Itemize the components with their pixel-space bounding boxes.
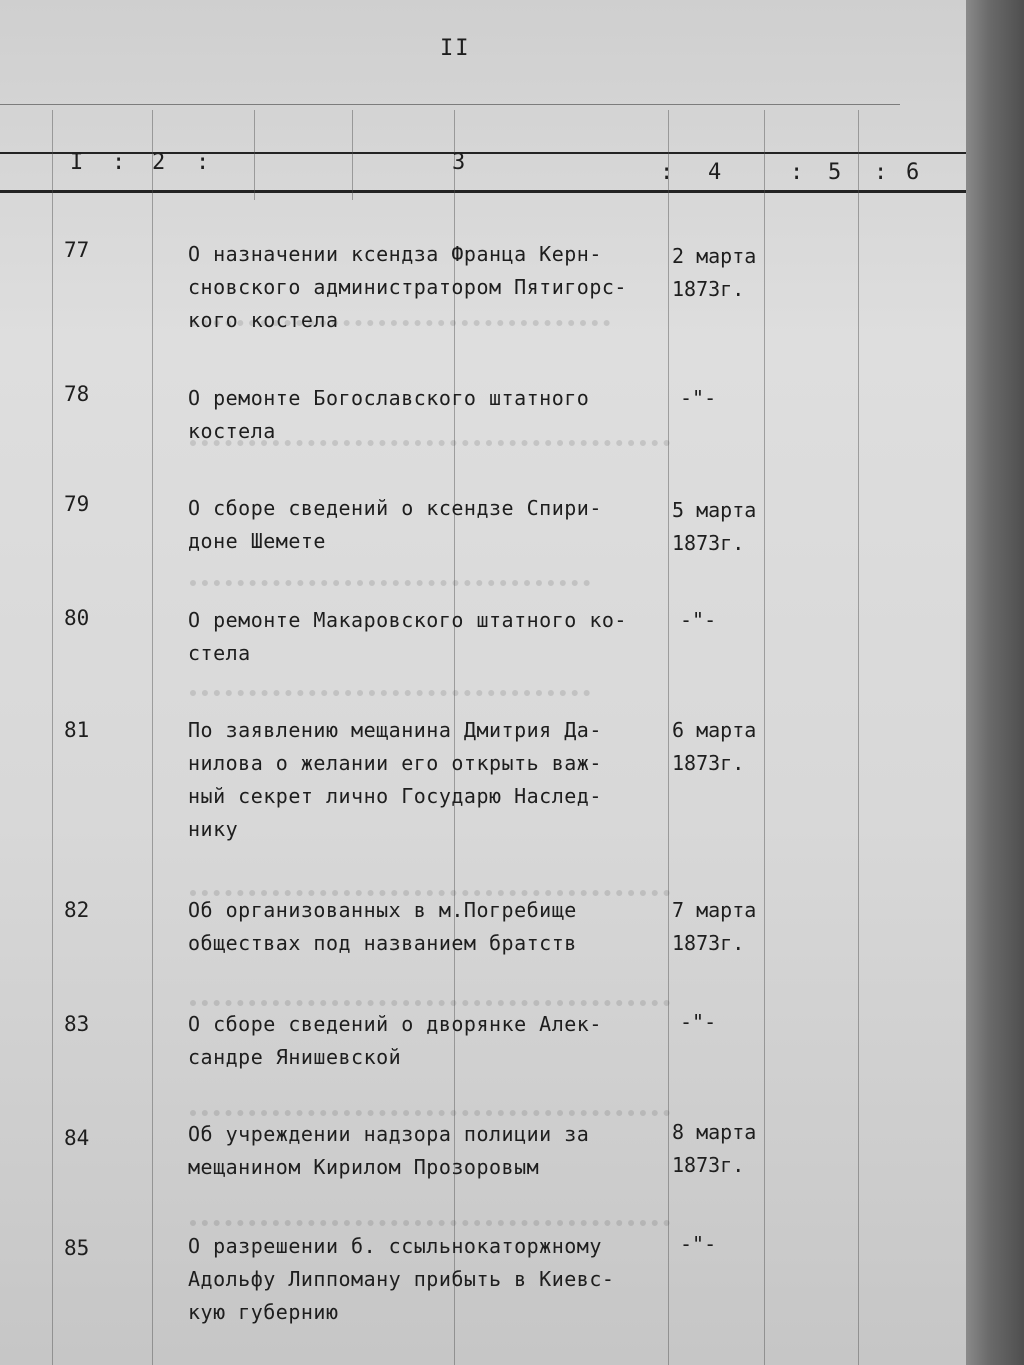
header-separator: : — [112, 150, 126, 175]
bleed-through — [190, 560, 590, 586]
column-divider — [254, 110, 255, 200]
header-separator: : — [660, 160, 674, 185]
bleed-through — [190, 1200, 670, 1226]
row-description: О ремонте Богославского штатного костела — [188, 386, 590, 443]
table-top-rule — [0, 104, 900, 105]
column-divider — [858, 110, 859, 1365]
page-number: II — [440, 36, 471, 61]
row-number: 78 — [64, 382, 90, 406]
header-col-5: 5 — [828, 160, 842, 185]
background-edge — [966, 0, 1024, 1365]
header-col-1: I — [70, 150, 84, 175]
header-separator: : — [196, 150, 210, 175]
row-number: 84 — [64, 1126, 90, 1150]
row-number: 85 — [64, 1236, 90, 1260]
header-rule — [0, 152, 966, 154]
row-description: О назначении ксендза Франца Керн- сновского администратором Пятигорс- кого костела — [188, 242, 627, 332]
row-number: 80 — [64, 606, 90, 630]
header-col-4: 4 — [708, 160, 722, 185]
header-col-2: 2 — [152, 150, 166, 175]
row-description: О ремонте Макаровского штатного ко- стела — [188, 608, 627, 665]
bleed-through — [190, 980, 670, 1006]
row-date: 8 марта 1873г. — [672, 1120, 757, 1177]
row-date: 5 марта 1873г. — [672, 498, 757, 555]
row-description: По заявлению мещанина Дмитрия Да- нилова о желании его открыть важ- ный секрет лично Государю Наслед- нику — [188, 718, 602, 841]
row-number: 82 — [64, 898, 90, 922]
column-divider — [152, 110, 153, 1365]
row-number: 83 — [64, 1012, 90, 1036]
column-divider — [52, 110, 53, 1365]
row-number: 81 — [64, 718, 90, 742]
row-date: 2 марта 1873г. — [672, 244, 757, 301]
bleed-through — [190, 870, 670, 896]
row-date: 7 марта 1873г. — [672, 898, 757, 955]
row-number: 79 — [64, 492, 90, 516]
row-description: Об организованных в м.Погребище обществах под названием братств — [188, 898, 577, 955]
bleed-through — [190, 1090, 670, 1116]
row-description: О сборе сведений о дворянке Алек- сандре Янишевской — [188, 1012, 602, 1069]
row-date: 6 марта 1873г. — [672, 718, 757, 775]
header-bottom-rule — [0, 190, 966, 193]
row-date: -"- — [680, 608, 717, 632]
row-description: О разрешении б. ссыльнокаторжному Адольфу Липпоману прибыть в Киевс- кую губернию — [188, 1234, 615, 1324]
header-separator: : — [874, 160, 888, 185]
row-description: Об учреждении надзора полиции за мещанином Кирилом Прозоровым — [188, 1122, 590, 1179]
column-divider — [668, 110, 669, 1365]
bleed-through — [190, 670, 590, 696]
row-number: 77 — [64, 238, 90, 262]
row-date: -"- — [680, 1010, 717, 1034]
row-date: -"- — [680, 1232, 717, 1256]
header-separator: : — [790, 160, 804, 185]
header-col-6: 6 — [906, 160, 920, 185]
row-date: -"- — [680, 386, 717, 410]
row-description: О сборе сведений о ксендзе Спири- доне Шемете — [188, 496, 602, 553]
header-col-3: 3 — [452, 150, 466, 175]
column-divider — [352, 110, 353, 200]
